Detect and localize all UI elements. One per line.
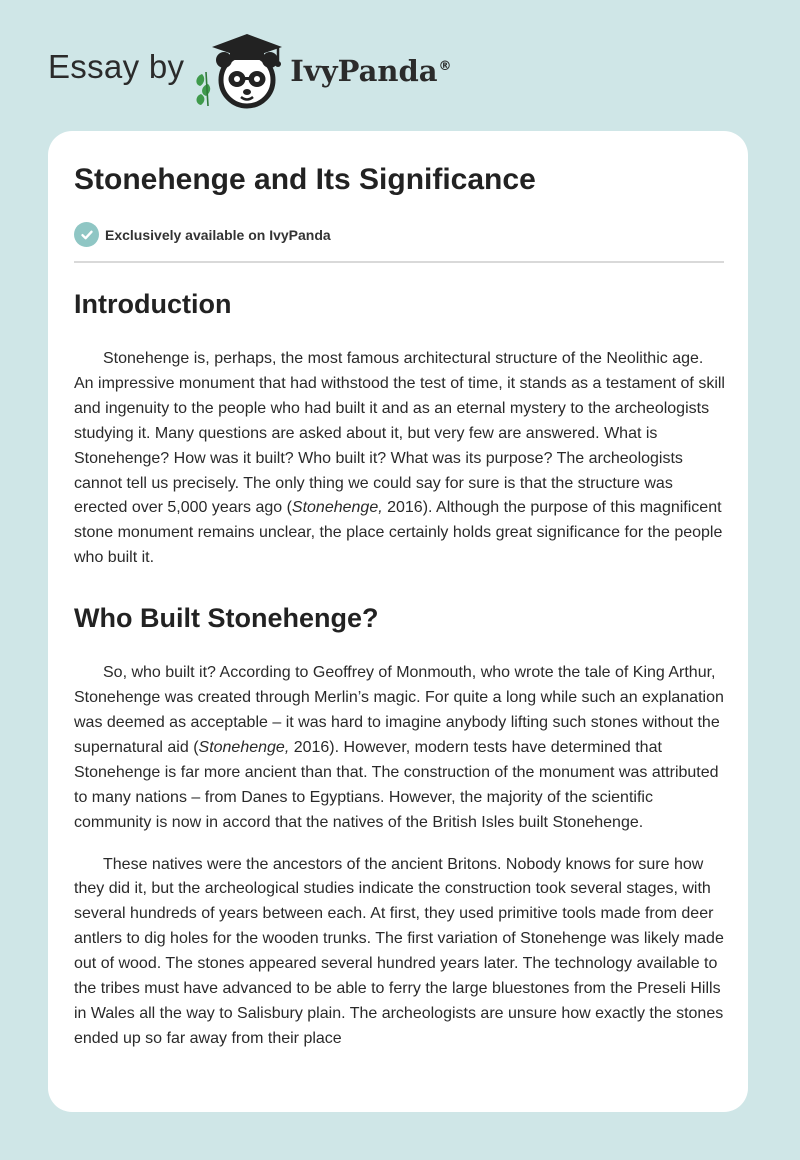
brand-name[interactable]: IvyPanda®	[290, 54, 452, 88]
registered-mark: ®	[438, 59, 452, 75]
paragraph: So, who built it? According to Geoffrey of Monmouth, who wrote the tale of King Arthur, Stonehenge was created through Merlin’s magic. For quite a long while such an explanation was deemed as acceptable – it was hard to imagine anybody lifting such stones without the supernatural aid (Stonehenge, 2016). However, modern tests have determined that Stonehenge is far more ancient than that. The construction of the monument was attributed to many nations – from Danes to Egyptians. However, the majority of the scientific community is now in accord that the natives of the British Isles built Stonehenge.	[74, 664, 724, 831]
exclusive-badge	[74, 222, 331, 247]
section-heading-introduction: Introduction	[74, 289, 232, 319]
checkmark-icon	[74, 222, 99, 247]
essay-card	[48, 131, 748, 1112]
brand-prefix: Essay by	[48, 48, 185, 85]
paragraph: These natives were the ancestors of the ancient Britons. Nobody knows for sure how they did it, but the archeological studies indicate the construction took several stages, with several hundreds of years between each. At first, they used primitive tools made from deer antlers to dig holes for the wooden trunks. The first variation of Stonehenge was likely made out of wood. The stones appeared several hundred years later. The technology available to the tribes must have advanced to be able to ferry the large bluestones from the Preseli Hills in Wales all the way to Salisbury plain. The archeologists are unsure how exactly the stones ended up so far away from their place	[74, 855, 724, 1047]
panda-logo-icon[interactable]	[192, 30, 288, 110]
essay-body	[74, 279, 726, 1052]
ivy-leaf-icon	[197, 72, 211, 106]
essay-title: Stonehenge and Its Significance	[74, 163, 536, 196]
badge-label: Exclusively available on IvyPanda	[105, 226, 331, 243]
citation: Stonehenge,	[291, 499, 383, 517]
section-heading-who-built: Who Built Stonehenge?	[74, 603, 379, 634]
site-header	[48, 30, 452, 110]
paragraph: Stonehenge is, perhaps, the most famous architectural structure of the Neolithic age. An impressive monument that had withstood the test of time, it stands as a testament of skill and ingenuity to the people who had built it and as an eternal mystery to the archeologists studying it. Many questions are asked about it, but very few are answered. What is Stonehenge? How was it built? Who built it? What was its purpose? The archeologists cannot tell us precisely. The only thing we could say for sure is that the structure was erected over 5,000 years ago (Stonehenge, 2016). Although the purpose of this magnificent stone monument remains unclear, the place certainly holds great significance for the people who built it.	[74, 350, 725, 567]
title-divider	[74, 261, 724, 263]
citation: Stonehenge,	[198, 738, 290, 756]
